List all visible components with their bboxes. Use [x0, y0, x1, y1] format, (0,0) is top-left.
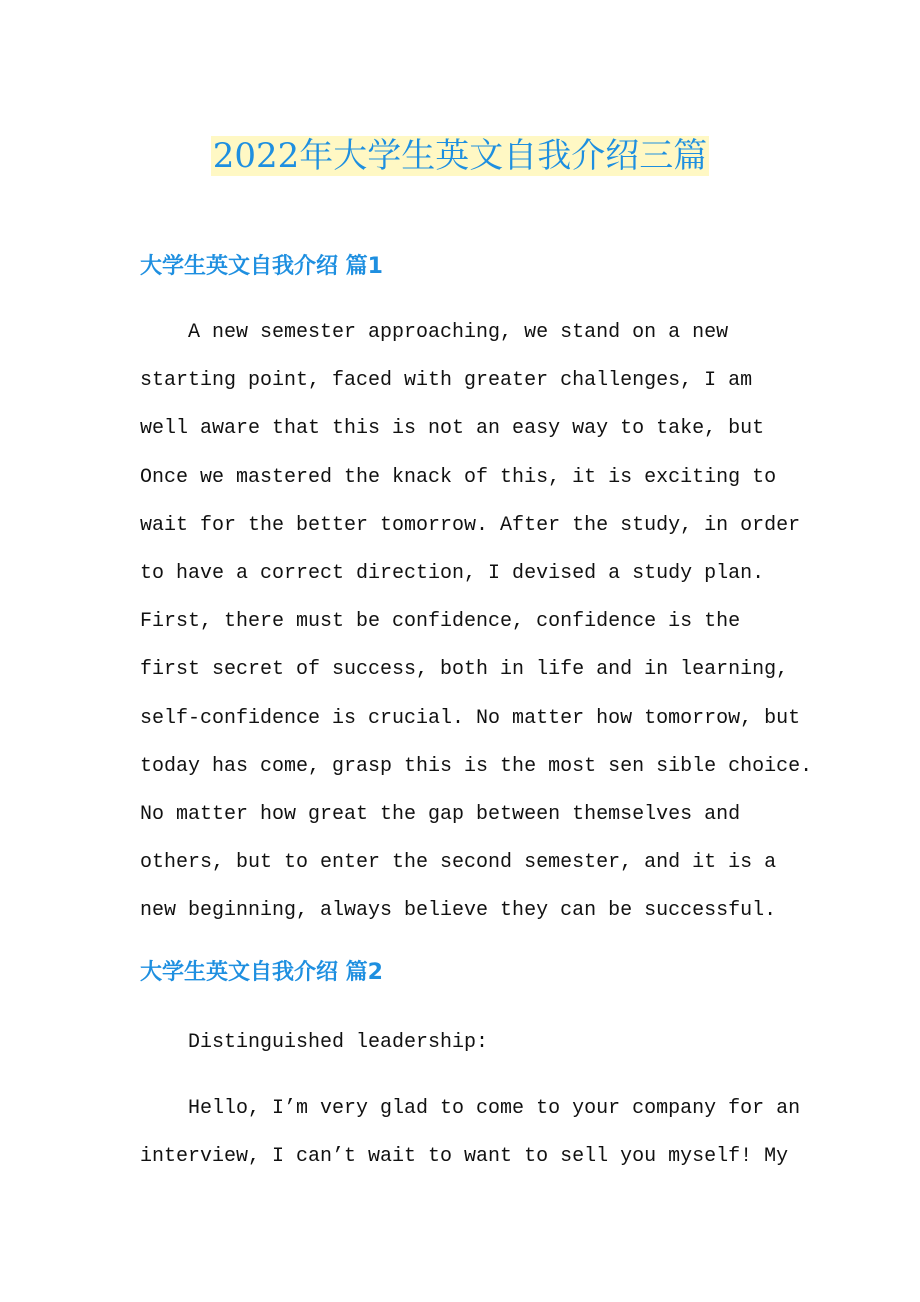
- text-line: to have a correct direction, I devised a study plan.: [140, 561, 765, 585]
- text-line: Once we mastered the knack of this, it is exciting to: [140, 465, 777, 489]
- text-line: others, but to enter the second semester, and it is a: [140, 851, 777, 875]
- text-line: No matter how great the gap between themselves and: [140, 802, 741, 826]
- text-line: A new semester approaching, we stand on a new: [140, 321, 729, 344]
- document-title: 2022年大学生英文自我介绍三篇: [212, 136, 708, 176]
- paragraph: [140, 1019, 800, 1067]
- text-line: First, there must be confidence, confidence is the: [140, 610, 741, 634]
- text-line: Hello, I’m very glad to come to your company for an: [140, 1097, 801, 1120]
- paragraph: [140, 1085, 800, 1181]
- text-line: starting point, faced with greater challenges, I am: [140, 369, 753, 393]
- section-heading: 大学生英文自我介绍 篇1: [140, 254, 383, 279]
- text-line: self-confidence is crucial. No matter how tomorrow, but: [140, 706, 801, 730]
- text-line: new beginning, always believe they can be successful.: [140, 899, 777, 923]
- text-line: interview, I can’t wait to want to sell you myself! My: [140, 1145, 789, 1169]
- paragraph: [140, 309, 813, 935]
- text-line: Distinguished leadership:: [140, 1031, 489, 1054]
- text-line: well aware that this is not an easy way to take, but: [140, 417, 765, 441]
- text-line: today has come, grasp this is the most sen sible choice.: [140, 754, 813, 778]
- text-line: first secret of success, both in life and in learning,: [140, 658, 789, 682]
- text-line: wait for the better tomorrow. After the study, in order: [140, 513, 801, 537]
- section-heading: 大学生英文自我介绍 篇2: [140, 960, 383, 985]
